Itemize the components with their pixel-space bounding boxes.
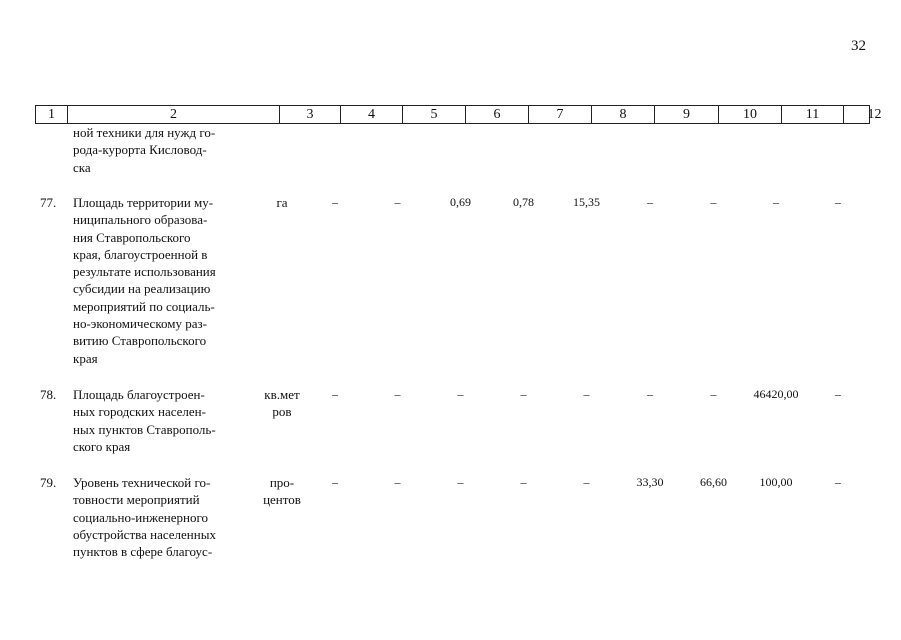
name-line: края	[73, 350, 98, 366]
value-col-11: –	[773, 195, 779, 209]
unit-cell	[258, 474, 306, 509]
value-col-5: –	[394, 475, 401, 489]
name-line: товности мероприятий	[73, 492, 200, 508]
header-col-12: 12	[843, 106, 901, 123]
name-line: пунктов в сфере благоус-	[73, 544, 213, 560]
header-col-1: 1	[48, 107, 55, 122]
name-line: обустройства населенных	[73, 526, 216, 542]
name-line: субсидии на реализацию	[73, 281, 211, 297]
value-col-8: 15,35	[573, 195, 600, 209]
value-col-7: 0,78	[513, 195, 534, 209]
page-number: 32	[851, 38, 866, 54]
header-col-9: 9	[654, 106, 718, 123]
value-col-12: –	[835, 387, 841, 401]
value-col-11: 46420,00	[753, 387, 799, 401]
value-col-5: –	[394, 195, 401, 209]
unit-line: кв.мет	[264, 387, 300, 402]
continuation-line: рода-курорта Кисловод-	[73, 142, 207, 158]
unit-cell	[258, 194, 306, 211]
value-col-8: –	[583, 475, 590, 489]
row-number: 79.	[40, 475, 57, 490]
indicator-name	[73, 194, 242, 367]
name-line: витию Ставропольского	[73, 333, 207, 349]
header-col-10: 10	[718, 106, 781, 123]
value-col-11: 100,00	[759, 475, 793, 489]
value-col-7: –	[520, 387, 527, 401]
value-col-6: 0,69	[450, 195, 471, 209]
table-header-row	[35, 105, 882, 124]
value-col-8: –	[583, 387, 590, 401]
value-col-4: –	[332, 195, 338, 209]
value-col-12: –	[835, 195, 841, 209]
unit-line: ров	[272, 404, 292, 420]
name-line: мероприятий по социаль-	[73, 298, 215, 314]
unit-line: центов	[263, 492, 301, 508]
name-line: ского края	[73, 438, 131, 454]
name-line: Уровень технической го-	[73, 475, 211, 490]
value-col-10: 66,60	[700, 475, 727, 489]
header-col-6: 6	[465, 106, 528, 123]
value-col-12: –	[835, 475, 841, 489]
value-col-9: 33,30	[636, 475, 664, 489]
header-col-3: 3	[279, 106, 340, 123]
header-col-2: 2	[67, 106, 279, 123]
name-line: Площадь территории му-	[73, 195, 214, 210]
unit-cell	[258, 386, 306, 421]
header-col-5: 5	[402, 106, 465, 123]
value-col-4: –	[332, 387, 338, 401]
row-number: 78.	[40, 387, 57, 402]
name-line: социально-инженерного	[73, 509, 208, 525]
value-col-9: –	[647, 387, 653, 401]
header-col-11: 11	[781, 106, 843, 123]
name-line: ных городских населен-	[73, 404, 206, 420]
value-col-5: –	[394, 387, 401, 401]
header-col-7: 7	[528, 106, 591, 123]
indicator-name	[73, 474, 242, 560]
unit-line: про-	[269, 475, 295, 490]
value-col-7: –	[520, 475, 527, 489]
continuation-line: ной техники для нужд го-	[73, 125, 216, 140]
value-col-10: –	[710, 387, 717, 401]
unit-line: га	[276, 195, 288, 210]
name-line: но-экономическому раз-	[73, 316, 207, 332]
value-col-10: –	[710, 195, 717, 209]
row-number: 77.	[40, 195, 57, 210]
name-line: ния Ставропольского	[73, 229, 191, 245]
name-line: Площадь благоустроен-	[73, 387, 205, 402]
value-col-6: –	[457, 387, 464, 401]
header-col-8: 8	[591, 106, 654, 123]
indicator-name	[73, 386, 242, 455]
continuation-text	[73, 124, 242, 176]
continuation-line: ска	[73, 159, 91, 175]
name-line: края, благоустроенной в	[73, 246, 208, 262]
name-line: ниципального образова-	[73, 212, 208, 228]
name-line: ных пунктов Ставрополь-	[73, 421, 216, 437]
value-col-9: –	[647, 195, 653, 209]
value-col-6: –	[457, 475, 464, 489]
header-col-4: 4	[340, 106, 402, 123]
value-col-4: –	[332, 475, 338, 489]
name-line: результате использования	[73, 264, 216, 280]
